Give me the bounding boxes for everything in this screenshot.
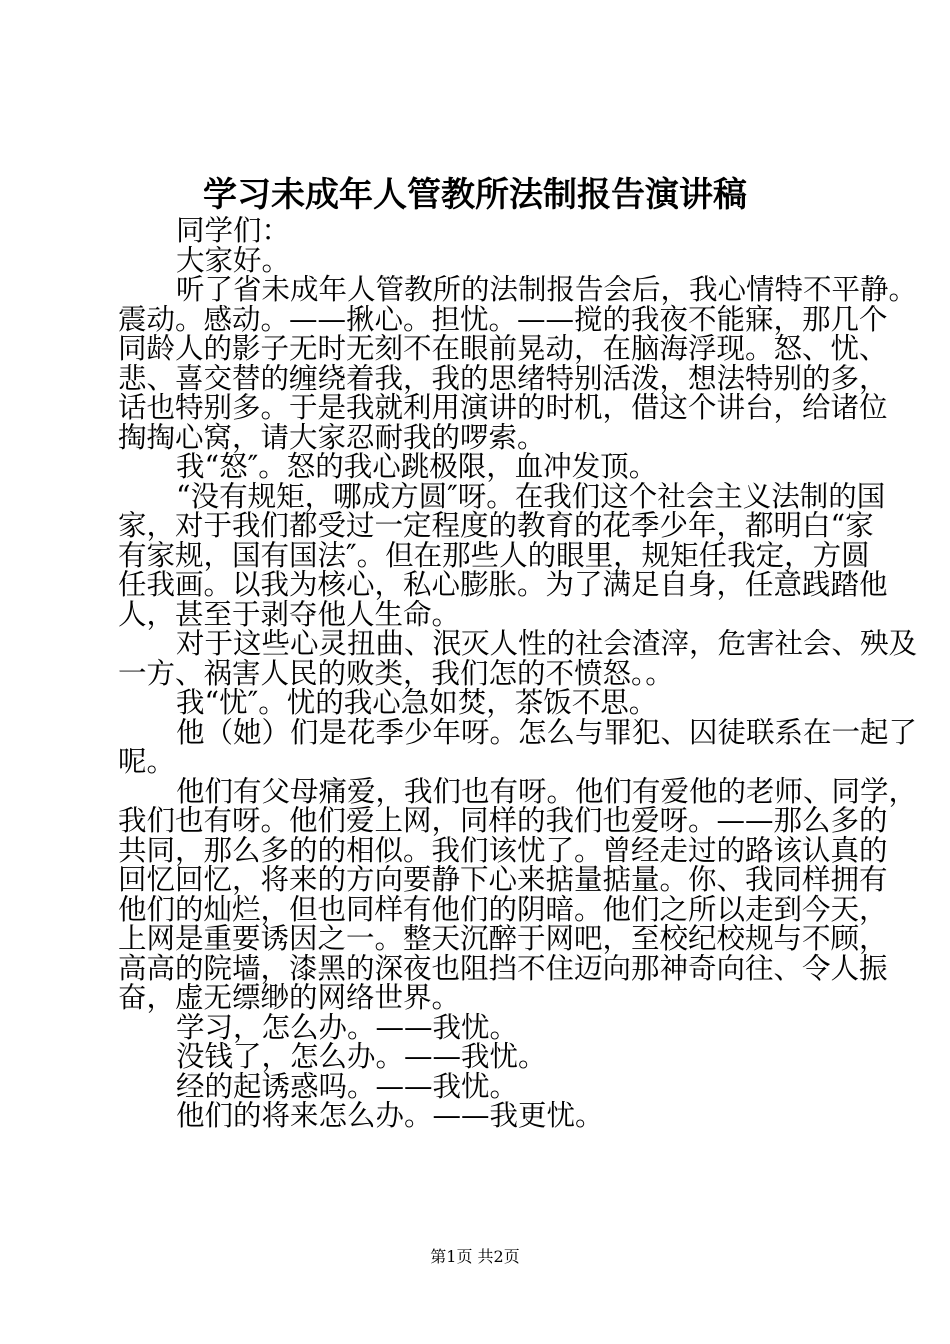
text-line: 奋，虚无缥缈的网络世界。 <box>118 981 461 1014</box>
paragraph <box>118 243 848 277</box>
text-line: 他（她）们是花季少年呀。怎么与罪犯、囚徒联系在一起了 <box>176 715 918 749</box>
paragraph <box>118 1042 848 1072</box>
text-line: 人，甚至于剥夺他人生命。 <box>118 597 461 631</box>
paragraph <box>118 1010 848 1044</box>
text-line: 同学们： <box>176 214 291 247</box>
paragraph <box>118 688 848 718</box>
text-line: 震动。感动。——揪心。担忧。——搅的我夜不能寐，那几个 <box>118 302 888 336</box>
text-line: 任我画。以我为核心，私心膨胀。为了满足自身，任意践踏他 <box>118 568 888 601</box>
text-line: 掏掏心窝，请大家忍耐我的啰索。 <box>118 420 546 454</box>
text-line: 悲、喜交替的缠绕着我，我的思绪特别活泼，想法特别的多， <box>118 361 888 395</box>
text-line: 同龄人的影子无时无刻不在眼前晃动，在脑海浮现。怒、忧、 <box>118 332 888 365</box>
text-line: 听了省未成年人管教所的法制报告会后，我心情特不平静。 <box>176 273 918 306</box>
text-line: 经的起诱惑吗。——我忧。 <box>176 1069 519 1103</box>
paragraph <box>118 273 918 454</box>
text-line: 我们也有呀。他们爱上网，同样的我们也爱呀。——那么多的 <box>118 804 888 837</box>
paragraph <box>118 452 848 482</box>
text-line: 回忆回忆，将来的方向要静下心来掂量掂量。你、我同样拥有 <box>118 863 888 896</box>
text-line: 大家好。 <box>176 243 291 277</box>
paragraph <box>118 627 918 690</box>
paragraph <box>118 216 848 246</box>
text-line: 有家规，国有国法″。但在那些人的眼里，规矩任我定，方圆 <box>118 538 870 572</box>
text-line: 他们有父母痛爱，我们也有呀。他们有爱他的老师、同学， <box>176 774 918 808</box>
page-footer: 第1页 共2页 <box>430 1247 520 1266</box>
text-line: 对于这些心灵扭曲、泯灭人性的社会渣滓，危害社会、殃及 <box>176 627 918 660</box>
text-line: 话也特别多。于是我就利用演讲的时机，借这个讲台，给诸位 <box>118 391 888 424</box>
paragraph <box>118 715 918 778</box>
text-line: 家，对于我们都受过一定程度的教育的花季少年，都明白“家 <box>118 509 874 542</box>
text-line: 他们的灿烂，但也同样有他们的阴暗。他们之所以走到今天， <box>118 892 888 926</box>
document-title: 学习未成年人管教所法制报告演讲稿 <box>203 175 747 215</box>
text-line: “没有规矩，哪成方圆″呀。在我们这个社会主义法制的国 <box>176 479 886 513</box>
paragraph <box>118 1101 848 1131</box>
paragraph <box>118 479 888 631</box>
text-line: 他们的将来怎么办。——我更忧。 <box>176 1099 604 1132</box>
text-line: 我“忧″。忧的我心急如焚，茶饭不思。 <box>176 686 658 719</box>
document-body <box>118 214 918 1132</box>
paragraph <box>118 1069 848 1103</box>
text-line: 呢。 <box>118 745 176 778</box>
text-line: 没钱了，怎么办。——我忧。 <box>176 1040 547 1073</box>
paragraph <box>118 774 918 1014</box>
text-line: 共同，那么多的的相似。我们该忧了。曾经走过的路该认真的 <box>118 833 888 867</box>
text-line: 我“怒″。怒的我心跳极限，血冲发顶。 <box>176 450 658 483</box>
text-line: 上网是重要诱因之一。整天沉醉于网吧，至校纪校规与不顾， <box>118 922 888 955</box>
text-line: 高高的院墙，漆黑的深夜也阻挡不住迈向那神奇向往、令人振 <box>118 951 888 985</box>
text-line: 学习，怎么办。——我忧。 <box>176 1010 519 1044</box>
text-line: 一方、祸害人民的败类，我们怎的不愤怒。。 <box>118 656 674 690</box>
